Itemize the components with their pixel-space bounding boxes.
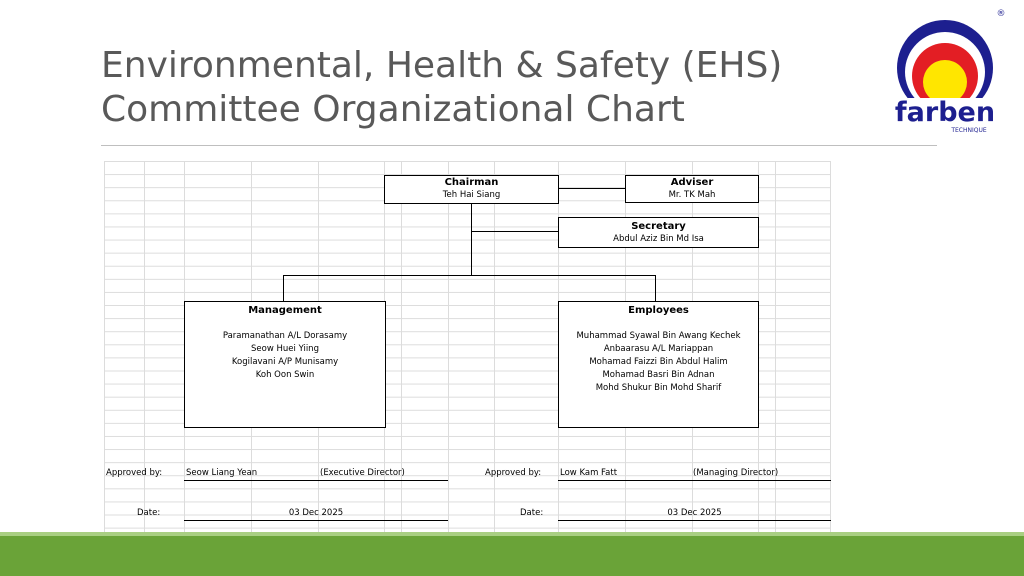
chairman-adviser-connector xyxy=(558,188,625,189)
signature-line-left xyxy=(184,480,448,481)
chairman-box xyxy=(384,175,559,204)
logo-wordmark: farben xyxy=(894,97,996,128)
title-line-1: Environmental, Health & Safety (EHS) xyxy=(101,45,783,86)
employees-member: Mohd Shukur Bin Mohd Sharif xyxy=(595,383,722,393)
approver-name-left: Seow Liang Yean xyxy=(186,468,258,478)
management-member: Paramanathan A/L Dorasamy xyxy=(222,331,348,341)
logo-tagline: TECHNIQUE xyxy=(951,127,987,134)
management-drop-connector xyxy=(283,275,284,301)
approver-name-right: Low Kam Fatt xyxy=(560,468,618,478)
approver-title-right: (Managing Director) xyxy=(693,468,779,478)
chairman-trunk-connector xyxy=(471,203,472,275)
branch-connector xyxy=(283,275,655,276)
chairman-role: Chairman xyxy=(444,177,499,188)
employees-member: Anbaarasu A/L Mariappan xyxy=(603,344,714,354)
management-member: Koh Oon Swin xyxy=(255,370,315,380)
footer-band xyxy=(0,536,1024,576)
date-line-left xyxy=(184,520,448,521)
approved-by-label-left: Approved by: xyxy=(106,468,163,478)
employees-role: Employees xyxy=(628,305,689,316)
slide-title xyxy=(101,44,861,132)
date-value-left: 03 Dec 2025 xyxy=(288,508,344,518)
chairman-name: Teh Hai Siang xyxy=(442,190,501,200)
adviser-role: Adviser xyxy=(670,177,714,188)
date-label-right: Date: xyxy=(520,508,544,518)
management-member: Seow Huei Yiing xyxy=(251,344,319,354)
secretary-box xyxy=(558,217,759,248)
logo-registered-mark: ® xyxy=(996,9,1006,19)
spreadsheet-chart xyxy=(104,161,831,532)
employees-box xyxy=(558,301,759,428)
management-member: Kogilavani A/P Munisamy xyxy=(231,357,339,367)
title-line-2: Committee Organizational Chart xyxy=(101,89,685,130)
management-box xyxy=(184,301,386,428)
date-line-right xyxy=(558,520,831,521)
secretary-connector xyxy=(471,231,558,232)
title-divider xyxy=(101,145,937,146)
approver-title-left: (Executive Director) xyxy=(320,468,405,478)
employees-member: Muhammad Syawal Bin Awang Kechek xyxy=(576,331,741,341)
date-value-right: 03 Dec 2025 xyxy=(667,508,722,518)
signature-line-right xyxy=(558,480,831,481)
employees-member: Mohamad Basri Bin Adnan xyxy=(602,370,715,380)
management-role: Management xyxy=(248,305,322,316)
employees-drop-connector xyxy=(655,275,656,301)
date-label-left: Date: xyxy=(137,508,161,518)
employees-member: Mohamad Faizzi Bin Abdul Halim xyxy=(589,357,728,367)
adviser-name: Mr. TK Mah xyxy=(668,190,716,200)
adviser-box xyxy=(625,175,759,203)
secretary-name: Abdul Aziz Bin Md Isa xyxy=(613,234,704,244)
secretary-role: Secretary xyxy=(631,221,686,232)
approved-by-label-right: Approved by: xyxy=(485,468,542,478)
farben-logo xyxy=(893,6,1013,134)
